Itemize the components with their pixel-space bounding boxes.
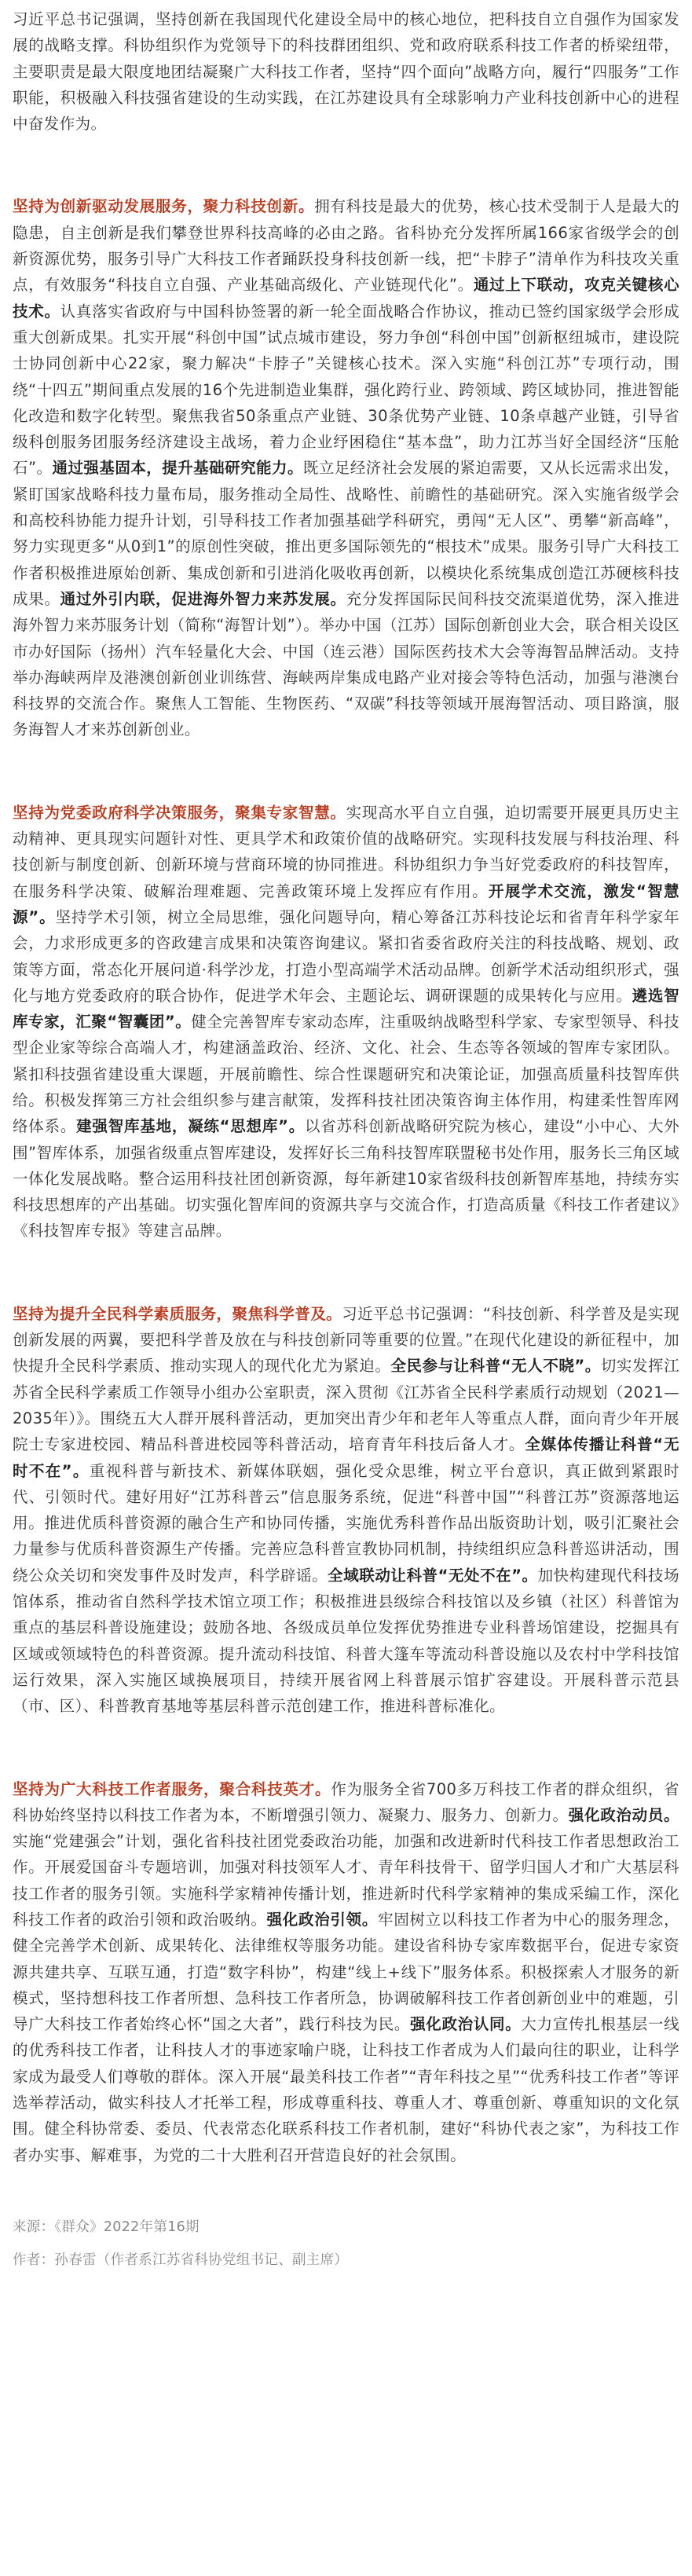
emphasis-phrase: 通过上下联动，攻克关键核心技术。 [13,276,679,321]
section-heading: 坚持为党委政府科学决策服务，聚集专家智慧。 [13,803,346,822]
author-value: 孙春雷（作者系江苏省科协党组书记、副主席） [54,2252,349,2268]
article-paragraph [13,800,679,1244]
emphasis-phrase: 全媒体传播让科普“无时不在”。 [13,1435,679,1480]
paragraph-text: 切实发挥江苏省全民科学素质工作领导小组办公室职责，深入贯彻《江苏省全民科学素质行动规划（2021—2035年）》。围绕五大人群开展科普活动，更加突出青少年和老年人等重点人群，面向青少年开展院士专家进校园、精品科普进校园等科普活动，培育青年科技后备人才。 [13,1357,679,1454]
paragraph-text: 以省苏科创新战略研究院为核心，建设“小中心、大外围”智库体系，加强省级重点智库建设，发挥好长三角科技智库联盟秘书处作用，服务长三角区域一体化发展战略。整合运用科技社团创新资源，每年新建10家省级科技创新智库基地，持续夯实科技思想库的产出基础。切实强化智库间的资源共享与交流合作，打造高质量《科技工作者建议》《科技智库专报》等建言品牌。 [13,1117,680,1240]
article-paragraph [13,1776,679,2168]
source-label: 来源： [13,2219,55,2235]
emphasis-phrase: 开展学术交流，激发“智慧源”。 [13,881,679,926]
paragraph-text: 坚持学术引领，树立全局思维，强化问题导向，精心筹备江苏科技论坛和省青年科学家年会，力求形成更多的咨政建言成果和决策咨询建议。紧扣省委省政府关注的科技战略、规划、政策等方面，常态化开展问道·科学沙龙，打造小型高端学术活动品牌。创新学术活动组织形式，强化与地方党委政府的联合协作，促进学术年会、主题论坛、调研课题的成果转化与应用。 [13,907,679,1005]
paragraph-text: 重视科普与新技术、新媒体联姻，强化受众思维，树立平台意识，真正做到紧跟时代、引领时代。建好用好“江苏科普云”信息服务系统，促进“科普中国”“科普江苏”资源落地运用。推进优质科普资源的融合生产和协同传播，实施优秀科普作品出版资助计划，吸引汇聚社会力量参与优质科普资源生产传播。完善应急科普宣教协同机制，持续组织应急科普巡讲活动，围绕公众关切和突发事件及时发声，科学辟谣。 [13,1461,679,1585]
emphasis-phrase: 强化政治认同。 [410,2015,522,2034]
paragraph-text: 大力宣传扎根基层一线的优秀科技工作者，让科技人才的事迹家喻户晓，让科技工作者成为人们最向往的职业，让科学家成为最受人们尊敬的群体。深入开展“最美科技工作者”“青年科技之星”“优秀科技工作者”等评选举荐活动，做实科技人才托举工程，形成尊重科技、尊重人才、尊重创新、尊重知识的文化氛围。健全科协常委、委员、代表常态化联系科技工作者机制，建好“科协代表之家”，为科技工作者办实事、解难事，为党的二十大胜利召开营造良好的社会氛围。 [13,2015,679,2164]
emphasis-phrase: 强化政治引领。 [266,1911,379,1929]
article-footer [13,2211,679,2277]
paragraph-text: 充分发挥国际民间科技交流渠道优势，深入推进海外智力来苏服务计划（简称“海智计划”）。举办中国（江苏）国际创新创业大会，联合相关设区市办好国际（扬州）汽车轻量化大会、中国（连云港）国际医药技术大会等海智品牌活动。支持举办海峡两岸及港澳创新创业训练营、海峡两岸集成电路产业对接会等特色活动，加强与港澳台科技界的交流合作。聚焦人工智能、生物医药、“双碳”科技等领域开展海智活动、项目路演，服务海智人才来苏创新创业。 [13,589,680,739]
article-paragraph [13,1301,679,1720]
article-paragraph [13,6,679,137]
paragraph-text: 牢固树立以科技工作者为中心的服务理念，健全完善学术创新、成果转化、法律维权等服务功能。建设省科协专家库数据平台，促进专家资源共建共享、互联互通，打造“数字科协”，构建“线上+线下”服务体系。积极探索人才服务的新模式，坚持想科技工作者所想、急科技工作者所急，协调破解科技工作者创新创业中的难题，引导广大科技工作者始终心怀“国之大者”，践行科技为民。 [13,1911,679,2034]
paragraph-text: 作为服务全省700多万科技工作者的群众组织，省科协始终坚持以科技工作者为本，不断增强引领力、凝聚力、服务力、创新力。 [13,1779,679,1824]
paragraph-text: 认真落实省政府与中国科协签署的新一轮全面战略合作协议，推动已签约国家级学会形成重大创新成果。扎实开展“科创中国”试点城市建设，努力争创“科创中国”创新枢纽城市，建设院士协同创新中心22家，聚力解决“卡脖子”关键核心技术。深入实施“科创江苏”专项行动，围绕“十四五”期间重点发展的16个先进制造业集群，强化跨行业、跨领域、跨区域协同，推进智能化改造和数字化转型。聚焦我省50条重点产业链、30条优势产业链、10条卓越产业链，引导省级科创服务团服务经济建设主战场，着力企业纾困稳住“基本盘”，助力江苏当好全国经济“压舱石”。 [13,302,679,478]
paragraph-text: 加快构建现代科技场馆体系，推动省自然科学技术馆立项工作；积极推进县级综合科技馆以及乡镇（社区）科普馆为重点的基层科普设施建设；鼓励各地、各级成员单位发挥优势推进专业科普场馆建设，挖掘具有区域或领域特色的科普资源。提升流动科技馆、科普大篷车等流动科普设施以及农村中学科技馆运行效果，深入实施区域换展项目，持续开展省网上科普展示馆扩容建设。开展科普示范县（市、区）、科普教育基地等基层科普示范创建工作，推进科普标准化。 [13,1566,679,1716]
paragraph-text: 健全完善智库专家动态库，注重吸纳战略型科学家、专家型领导、科技型企业家等综合高端人才，构建涵盖政治、经济、文化、社会、生态等各领域的智库专家团队。紧扣科技强省建设重大课题，开展前瞻性、综合性课题研究和决策论证，加强高质量科技智库供给。积极发挥第三方社会组织参与建言献策，发挥科技社团决策咨询主体作用，构建柔性智库网络体系。 [13,1013,679,1136]
paragraph-text: 实施“党建强会”计划，强化省科技社团党委政治功能，加强和改进新时代科技工作者思想政治工作。开展爱国奋斗专题培训，加强对科技领军人才、青年科技骨干、留学归国人才和广大基层科技工作者的服务引领。实施科学家精神传播计划，推进新时代科学家精神的集成采编工作，深化科技工作者的政治引领和政治吸纳。 [13,1832,679,1929]
section-heading: 坚持为创新驱动发展服务，聚力科技创新。 [13,197,315,216]
emphasis-phrase: 通过强基固本，提升基础研究能力。 [52,459,303,478]
paragraph-text: 拥有科技是最大的优势，核心技术受制于人是最大的隐患，自主创新是我们攀登世界科技高峰的必由之路。省科协充分发挥所属166家省级学会的创新资源优势，服务引导广大科技工作者踊跃投身科技创新一线，把“卡脖子”清单作为科技攻关重点，有效服务“科技自立自强、产业基础高级化、产业链现代化”。 [13,197,679,295]
paragraph-text: 习近平总书记强调：“科技创新、科学普及是实现创新发展的两翼，要把科学普及放在与科技创新同等重要的位置。”在现代化建设的新征程中，加快提升全民科学素质、推动实现人的现代化尤为紧迫。 [13,1304,679,1376]
article-paragraph [13,193,679,742]
emphasis-phrase: 通过外引内联，促进海外智力来苏发展。 [60,589,346,608]
emphasis-phrase: 遴选智库专家，汇聚“智囊团”。 [13,986,679,1031]
source-value: 《群众》2022年第16期 [54,2219,200,2235]
emphasis-phrase: 建强智库基地，凝练“思想库”。 [76,1117,306,1136]
section-heading: 坚持为提升全民科学素质服务，聚焦科学普及。 [13,1304,342,1323]
author-line [13,2244,679,2277]
paragraph-text: 习近平总书记强调，坚持创新在我国现代化建设全局中的核心地位，把科技自立自强作为国家发展的战略支撑。科协组织作为党领导下的科技群团组织、党和政府联系科技工作者的桥梁纽带，主要职责是最大限度地团结凝聚广大科技工作者，坚持“四个面向”战略方向，履行“四服务”工作职能，积极融入科技强省建设的生动实践，在江苏建设具有全球影响力产业科技创新中心的进程中奋发作为。 [13,10,679,134]
emphasis-phrase: 全域联动让科普“无处不在”。 [328,1566,538,1585]
article-body [13,6,679,2168]
source-line [13,2211,679,2244]
paragraph-text: 既立足经济社会发展的紧迫需要，又从长远需求出发，紧盯国家战略科技力量布局，服务推动全局性、战略性、前瞻性的基础研究。深入实施省级学会和高校科协能力提升计划，引导科技工作者加强基础学科研究，勇闯“无人区”、勇攀“新高峰”，努力实现更多“从0到1”的原创性突破，推出更多国际领先的“根技术”成果。服务引导广大科技工作者积极推进原始创新、集成创新和引进消化吸收再创新，以模块化系统集成创造江苏硬核科技成果。 [13,459,679,608]
emphasis-phrase: 强化政治动员。 [568,1805,679,1824]
section-heading: 坚持为广大科技工作者服务，聚合科技英才。 [13,1779,331,1798]
author-label: 作者： [13,2252,55,2268]
emphasis-phrase: 全民参与让科普“无人不晓”。 [390,1357,601,1376]
paragraph-text: 实现高水平自立自强，迫切需要开展更具历史主动精神、更具现实问题针对性、更具学术和政策价值的战略研究。实现科技发展与科技治理、科技创新与制度创新、创新环境与营商环境的协同推进。科协组织力争当好党委政府的科技智库，在服务科学决策、破解治理难题、完善政策环境上发挥应有作用。 [13,803,679,900]
